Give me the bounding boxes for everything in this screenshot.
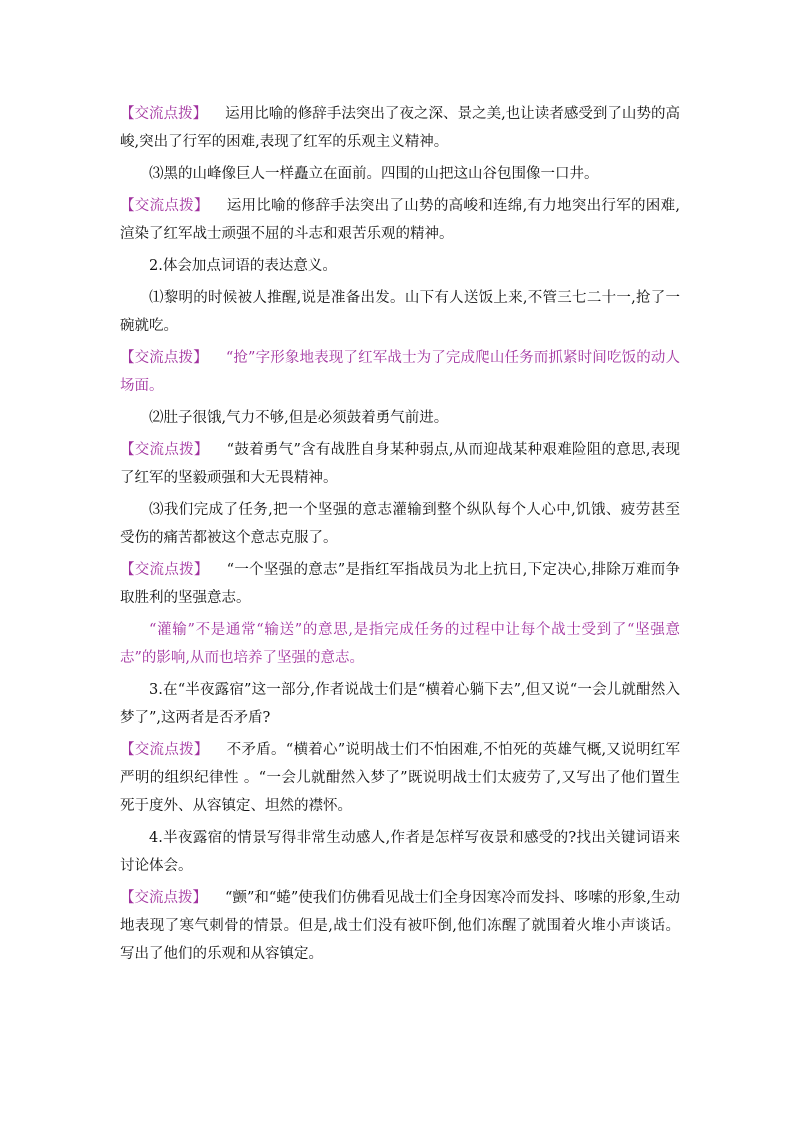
tip-text: “抢”字形象地表现了红军战士为了完成爬山任务而抓紧时间吃饭的动人场面。 [120,350,680,394]
tip-label: 【交流点拨】 [120,742,209,758]
tip-text: “鼓着勇气”含有战胜自身某种弱点,从而迎战某种艰难险阻的意思,表现了红军的坚毅顽强和大无畏精神。 [120,442,681,486]
tip-label: 【交流点拨】 [120,890,208,906]
tip-paragraph [120,192,680,248]
question-paragraph: 2.体会加点词语的表达意义。 [149,258,337,274]
tip-label: 【交流点拨】 [120,442,209,458]
tip-text: “颤”和“蜷”使我们仿佛看见战士们全身因寒冷而发抖、哆嗦的形象,生动地表现了寒气刺骨的情景。但是,战士们没有被吓倒,他们冻醒了就围着火堆小声谈话。写出了他们的乐观和从容镇定。 [120,890,681,962]
tip-paragraph [120,100,680,156]
question-paragraph: 4.半夜露宿的情景写得非常生动感人,作者是怎样写夜景和感受的?找出关键词语来讨论体会。 [120,830,680,874]
body-paragraph: ⑶黑的山峰像巨人一样矗立在面前。四围的山把这山谷包围像一口井。 [149,166,599,182]
tip-label: 【交流点拨】 [120,106,208,122]
tip-paragraph [120,556,680,612]
tip-text: “一个坚强的意志”是指红军指战员为北上抗日,下定决心,排除万难而争取胜利的坚强意志。 [120,562,681,606]
tip-paragraph [120,344,680,400]
tip-label: 【交流点拨】 [120,198,209,214]
body-paragraph: ⑵肚子很饿,气力不够,但是必须鼓着勇气前进。 [149,410,449,426]
tip-label: 【交流点拨】 [120,562,209,578]
tip-text: 不矛盾。“横着心”说明战士们不怕困难,不怕死的英雄气概,又说明红军严明的组织纪律性 。“一会儿就酣然入梦了”既说明战士们太疲劳了,又写出了他们置生死于度外、从容镇定、坦然的襟怀。 [120,742,681,814]
tip-text: 运用比喻的修辞手法突出了山势的高峻和连绵,有力地突出行军的困难,渲染了红军战士顽强不屈的斗志和艰苦乐观的精神。 [120,198,680,242]
tip-paragraph [120,884,680,968]
tip-continuation-paragraph: “灌输”不是通常“输送”的意思,是指完成任务的过程中让每个战士受到了“坚强意志”的影响,从而也培养了坚强的意志。 [120,622,680,666]
tip-label: 【交流点拨】 [120,350,208,366]
tip-text: 运用比喻的修辞手法突出了夜之深、景之美,也让读者感受到了山势的高峻,突出了行军的困难,表现了红军的乐观主义精神。 [120,106,681,150]
document-content [120,100,680,972]
tip-paragraph [120,436,680,492]
tip-paragraph [120,736,680,820]
body-paragraph: ⑶我们完成了任务,把一个坚强的意志灌输到整个纵队每个人心中,饥饿、疲劳甚至受伤的痛苦都被这个意志克服了。 [120,502,680,546]
body-paragraph: ⑴黎明的时候被人推醒,说是准备出发。山下有人送饭上来,不管三七二十一,抢了一碗就吃。 [120,290,680,334]
question-paragraph: 3.在“半夜露宿”这一部分,作者说战士们是“横着心躺下去”,但又说“一会儿就酣然入梦了”,这两者是否矛盾? [120,682,680,726]
